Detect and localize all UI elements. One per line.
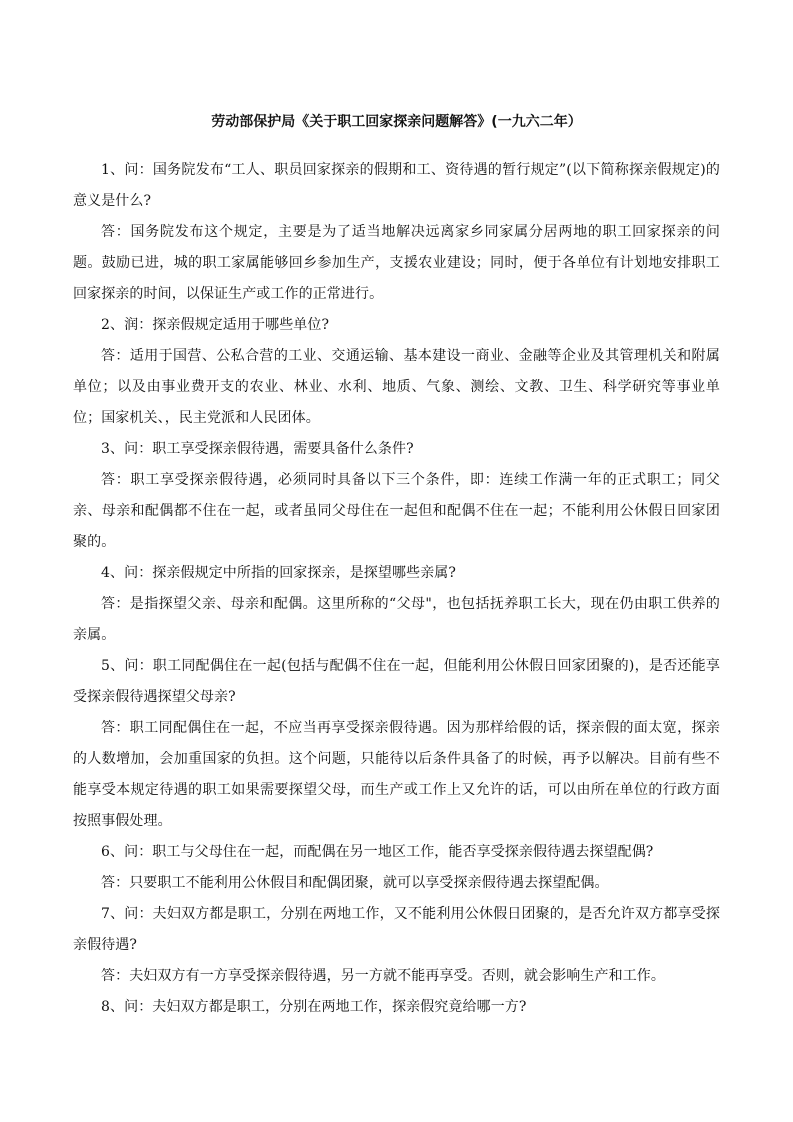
document-page xyxy=(73,112,720,1023)
paragraph-a1: 答：国务院发布这个规定，主要是为了适当地解决远离家乡同家属分居两地的职工回家探亲的问题。鼓励已进，城的职工家属能够回乡参加生产，支援农业建设；同时，便于各单位有计划地安排职工回家探亲的时间，以保证生产或工作的正常进行。 xyxy=(73,224,720,302)
document-body xyxy=(73,155,720,1023)
paragraph-a5: 答：职工同配偶住在一起，不应当再享受探亲假待遇。因为那样给假的话，探亲假的面太宽，探亲的人数增加，会加重国家的负担。这个问题，只能待以后条件具备了的时候，再予以解决。目前有些不能享受本规定待遇的职工如果需要探望父母，而生产或工作上又允许的话，可以由所在单位的行政方面按照事假处理。 xyxy=(73,720,720,829)
paragraph-q2: 2、润：探亲假规定适用于哪些单位? xyxy=(101,317,330,333)
paragraph-a3: 答：职工享受探亲假待遇，必须同时具备以下三个条件，即：连续工作满一年的正式职工；同父亲、母亲和配偶都不住在一起，或者虽同父母住在一起但和配偶不住在一起；不能利用公休假日回家团聚的。 xyxy=(73,472,720,550)
document-title: 劳动部保护局《关于职工回家探亲问题解答》(一九六二年） xyxy=(211,114,582,130)
paragraph-q4: 4、问：探亲假规定中所指的回家探亲，是探望哪些亲属? xyxy=(101,565,457,581)
paragraph-a4: 答：是指探望父亲、母亲和配偶。这里所称的“父母"，也包括抚养职工长大，现在仍由职工供养的亲属。 xyxy=(73,596,720,643)
paragraph-q5: 5、问：职工同配偶住在一起(包括与配偶不住在一起，但能利用公休假日回家团聚的)，是否还能享受探亲假待遇探望父母亲? xyxy=(73,658,720,705)
paragraph-q7: 7、问：夫妇双方都是职工，分别在两地工作，又不能利用公休假日团聚的，是否允许双方都享受探亲假待遇? xyxy=(73,906,720,953)
paragraph-a2: 答：适用于国营、公私合营的工业、交通运输、基本建设一商业、金融等企业及其管理机关和附属单位；以及由事业费开支的农业、林业、水利、地质、气象、测绘、文教、卫生、科学研究等事业单位；国家机关、，民主党派和人民团体。 xyxy=(73,348,720,426)
paragraph-q3: 3、问：职工享受探亲假待遇，需要具备什么条件? xyxy=(101,441,414,457)
paragraph-q1: 1、问：国务院发布“工人、职员回家探亲的假期和工、资待遇的暂行规定”(以下简称探亲假规定)的意义是什么? xyxy=(73,162,720,209)
paragraph-q8: 8、问：夫妇双方都是职工，分别在两地工作，探亲假究竟给哪一方? xyxy=(101,999,527,1015)
paragraph-q6: 6、问：职工与父母住在一起，而配偶在另一地区工作，能否享受探亲假待遇去探望配偶? xyxy=(101,844,654,860)
paragraph-a7: 答：夫妇双方有一方享受探亲假待遇，另一方就不能再享受。否则，就会影响生产和工作。 xyxy=(101,968,665,984)
paragraph-a6: 答：只要职工不能利用公休假目和配偶团聚，就可以享受探亲假待遇去探望配偶。 xyxy=(101,875,609,891)
